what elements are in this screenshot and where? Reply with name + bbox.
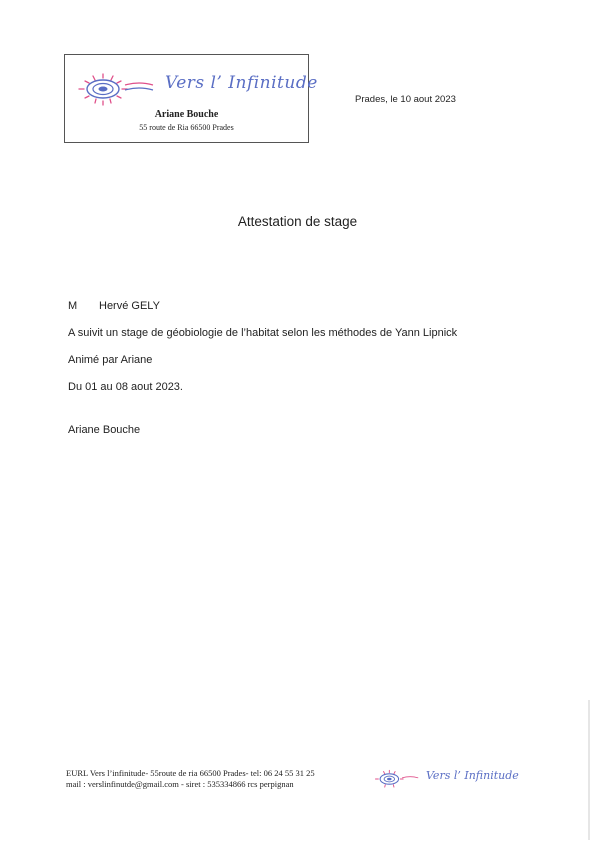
logo-wordmark: Vers l’ Infinitude [165, 73, 318, 93]
body-line-1: A suivit un stage de géobiologie de l’habitat selon les méthodes de Yann Lipnick [68, 327, 458, 339]
footer-logo [372, 767, 532, 791]
footer-logo-wordmark: Vers l’ Infinitude [426, 769, 519, 782]
body-line-2: Animé par Ariane [68, 354, 153, 366]
footer-text [66, 768, 315, 790]
letterhead-box [64, 54, 318, 143]
footer-line-2: mail : verslinfinutde@gmail.com - siret : 535334866 rcs perpignan [66, 779, 294, 789]
body-line-3: Du 01 au 08 aout 2023. [68, 381, 183, 393]
sender-name: Ariane Bouche [154, 109, 219, 120]
recipient-line [68, 300, 160, 312]
place-date: Prades, le 10 aout 2023 [355, 94, 456, 105]
sender-address: 55 route de Ria 66500 Prades [139, 123, 234, 132]
letterhead-logo [73, 67, 318, 103]
recipient-name: Hervé GELY [99, 300, 160, 312]
page-edge-mark [588, 700, 590, 840]
civility: M [68, 300, 78, 312]
document-title: Attestation de stage [237, 214, 358, 229]
footer-line-1: EURL Vers l’infinitude- 55route de ria 66500 Prades- tel: 06 24 55 31 25 [66, 768, 315, 778]
signature-name: Ariane Bouche [68, 424, 141, 436]
spiral-sun-logo-icon [73, 71, 163, 107]
spiral-sun-logo-icon [372, 767, 424, 791]
